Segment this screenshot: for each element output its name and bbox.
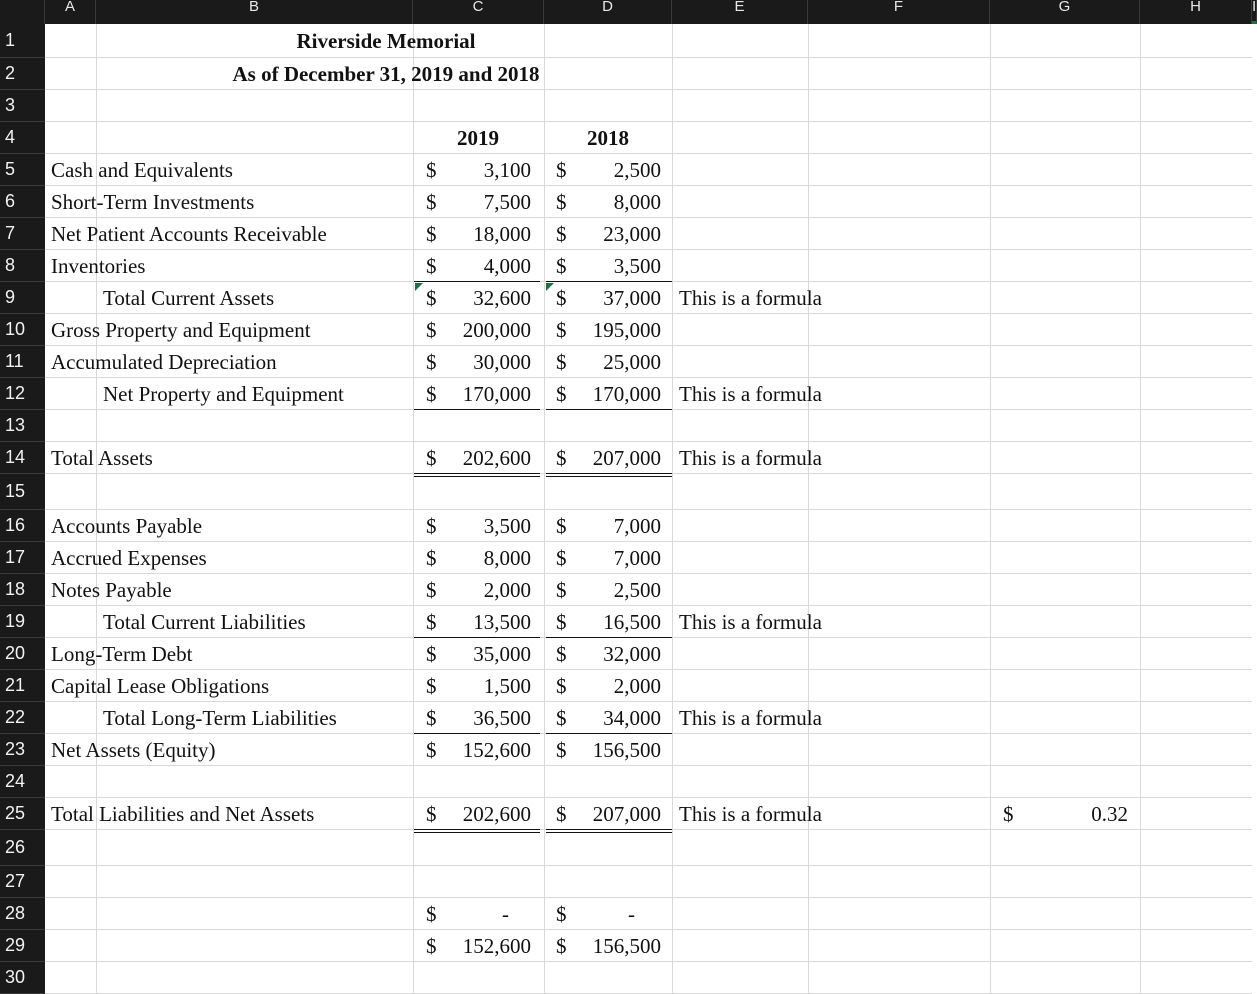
row-header-25[interactable]: 25 <box>0 798 45 830</box>
amount-cell[interactable]: 170,000 <box>462 382 531 406</box>
label-long-term-debt[interactable]: Long-Term Debt <box>51 642 193 666</box>
row-header-3[interactable]: 3 <box>0 90 45 122</box>
column-header-d[interactable]: D <box>544 0 672 24</box>
select-all-corner[interactable] <box>0 0 45 24</box>
label-total-current-assets[interactable]: Total Current Assets <box>103 286 275 310</box>
cell-border <box>414 829 540 830</box>
row-header-24[interactable]: 24 <box>0 766 45 798</box>
row-header-18[interactable]: 18 <box>0 574 45 606</box>
cell-border <box>546 409 672 410</box>
cell-border <box>546 637 672 638</box>
grid-row-line <box>45 121 1252 122</box>
label-gross-property-and-equipment[interactable]: Gross Property and Equipment <box>51 318 311 342</box>
label-total-long-term-liabilities[interactable]: Total Long-Term Liabilities <box>103 706 337 730</box>
grid-row-line <box>45 57 1252 58</box>
row-header-4[interactable]: 4 <box>0 122 45 154</box>
amount-cell[interactable]: 18,000 <box>473 222 531 246</box>
currency-symbol: $ <box>556 674 567 698</box>
cell-border <box>414 281 540 282</box>
year-2018-header: 2018 <box>587 126 629 150</box>
amount-cell[interactable]: 23,000 <box>603 222 661 246</box>
amount-cell[interactable]: 7,500 <box>483 190 531 214</box>
grid-row-line <box>45 541 1252 542</box>
row-header-1[interactable]: 1 <box>0 24 45 58</box>
amount-cell[interactable]: 13,500 <box>473 610 531 634</box>
grid-row-line <box>45 961 1252 962</box>
grid-row-line <box>45 929 1252 930</box>
formula-note: This is a formula <box>679 286 822 310</box>
grid-row-line <box>45 217 1252 218</box>
currency-symbol: $ <box>426 546 437 570</box>
label-total-liabilities-and-net-assets[interactable]: Total Liabilities and Net Assets <box>51 802 315 826</box>
amount-cell[interactable]: 3,500 <box>483 514 531 538</box>
row-header-22[interactable]: 22 <box>0 702 45 734</box>
currency-symbol: $ <box>556 318 567 342</box>
grid-row-line <box>45 669 1252 670</box>
row-header-16[interactable]: 16 <box>0 510 45 542</box>
amount-cell[interactable]: 30,000 <box>473 350 531 374</box>
amount-cell[interactable]: - <box>628 902 635 926</box>
currency-symbol: $ <box>426 158 437 182</box>
cell-border <box>546 829 672 830</box>
currency-symbol: $ <box>556 254 567 278</box>
grid-row-line <box>45 313 1252 314</box>
currency-symbol: $ <box>556 578 567 602</box>
row-header-17[interactable]: 17 <box>0 542 45 574</box>
grid-row-line <box>45 249 1252 250</box>
currency-symbol: $ <box>426 802 437 826</box>
cell-border <box>414 733 540 734</box>
report-subtitle: As of December 31, 2019 and 2018 <box>232 62 540 86</box>
currency-symbol: $ <box>426 578 437 602</box>
grid-row-line <box>45 185 1252 186</box>
label-inventories[interactable]: Inventories <box>51 254 146 278</box>
currency-symbol: $ <box>556 802 567 826</box>
currency-symbol: $ <box>426 706 437 730</box>
row-header-12[interactable]: 12 <box>0 378 45 410</box>
row-header-20[interactable]: 20 <box>0 638 45 670</box>
grid-row-line <box>45 509 1252 510</box>
cell-border <box>414 637 540 638</box>
amount-cell[interactable]: 156,500 <box>592 738 661 762</box>
currency-symbol: $ <box>426 254 437 278</box>
column-header-g[interactable]: G <box>990 0 1140 24</box>
currency-symbol: $ <box>556 222 567 246</box>
year-2019-header: 2019 <box>457 126 499 150</box>
currency-symbol: $ <box>556 350 567 374</box>
currency-symbol: $ <box>556 286 567 310</box>
grid-row-line <box>45 153 1252 154</box>
cell-border <box>414 832 540 833</box>
grid-row-line <box>45 605 1252 606</box>
currency-symbol: $ <box>426 190 437 214</box>
currency-symbol: $ <box>426 610 437 634</box>
label-accounts-payable[interactable]: Accounts Payable <box>51 514 203 538</box>
grid-row-line <box>45 897 1252 898</box>
currency-symbol: $ <box>426 514 437 538</box>
amount-cell[interactable]: 195,000 <box>592 318 661 342</box>
currency-symbol: $ <box>556 446 567 470</box>
row-header-8[interactable]: 8 <box>0 250 45 282</box>
column-header-i[interactable]: I <box>1252 0 1257 24</box>
currency-symbol: $ <box>556 738 567 762</box>
amount-cell[interactable]: 207,000 <box>592 802 661 826</box>
currency-symbol: $ <box>556 706 567 730</box>
row-header-9[interactable]: 9 <box>0 282 45 314</box>
amount-cell[interactable]: 8,000 <box>483 546 531 570</box>
amount-cell[interactable]: 207,000 <box>592 446 661 470</box>
cell-border <box>414 409 540 410</box>
currency-symbol: $ <box>426 350 437 374</box>
currency-symbol: $ <box>1003 802 1014 826</box>
formula-note: This is a formula <box>679 446 822 470</box>
amount-cell[interactable]: 152,600 <box>462 738 531 762</box>
grid-row-line <box>45 573 1252 574</box>
currency-symbol: $ <box>426 902 437 926</box>
column-header-f[interactable]: F <box>808 0 990 24</box>
row-header-29[interactable]: 29 <box>0 930 45 962</box>
amount-cell[interactable]: 2,500 <box>613 578 661 602</box>
cell-border <box>546 473 672 474</box>
currency-symbol: $ <box>556 902 567 926</box>
amount-cell[interactable]: 32,000 <box>603 642 661 666</box>
cell-border <box>414 476 540 477</box>
label-accrued-expenses[interactable]: Accrued Expenses <box>51 546 207 570</box>
amount-cell[interactable]: 202,600 <box>462 802 531 826</box>
currency-symbol: $ <box>426 286 437 310</box>
grid-row-line <box>45 345 1252 346</box>
amount-cell[interactable]: 2,000 <box>613 674 661 698</box>
label-accumulated-depreciation[interactable]: Accumulated Depreciation <box>51 350 277 374</box>
cell-border <box>546 281 672 282</box>
h25-value[interactable]: 0.32 <box>1091 802 1128 826</box>
column-header-e[interactable]: E <box>672 0 808 24</box>
cell-border <box>546 476 672 477</box>
amount-cell[interactable]: 8,000 <box>613 190 661 214</box>
amount-cell[interactable]: 32,600 <box>473 286 531 310</box>
amount-cell[interactable]: 2,000 <box>483 578 531 602</box>
error-indicator <box>415 283 423 291</box>
amount-cell[interactable]: 2,500 <box>613 158 661 182</box>
row-header-10[interactable]: 10 <box>0 314 45 346</box>
column-header-a[interactable]: A <box>45 0 96 24</box>
column-header-h[interactable]: H <box>1140 0 1252 24</box>
cell-border <box>546 832 672 833</box>
currency-symbol: $ <box>426 222 437 246</box>
currency-symbol: $ <box>426 382 437 406</box>
label-cash-and-equivalents[interactable]: Cash and Equivalents <box>51 158 233 182</box>
column-header-b[interactable]: B <box>96 0 413 24</box>
row-header-30[interactable]: 30 <box>0 962 45 994</box>
currency-symbol: $ <box>426 642 437 666</box>
currency-symbol: $ <box>426 934 437 958</box>
label-total-assets[interactable]: Total Assets <box>51 446 153 470</box>
row-header-6[interactable]: 6 <box>0 186 45 218</box>
amount-cell[interactable]: 152,600 <box>462 934 531 958</box>
amount-cell[interactable]: 34,000 <box>603 706 661 730</box>
amount-cell[interactable]: 37,000 <box>603 286 661 310</box>
grid-row-line <box>45 377 1252 378</box>
grid-row-line <box>45 441 1252 442</box>
currency-symbol: $ <box>556 642 567 666</box>
label-notes-payable[interactable]: Notes Payable <box>51 578 172 602</box>
label-net-patient-accounts-receivable[interactable]: Net Patient Accounts Receivable <box>51 222 327 246</box>
currency-symbol: $ <box>556 934 567 958</box>
amount-cell[interactable]: 3,500 <box>613 254 661 278</box>
amount-cell[interactable]: 202,600 <box>462 446 531 470</box>
amount-cell[interactable]: 16,500 <box>603 610 661 634</box>
label-net-assets-equity[interactable]: Net Assets (Equity) <box>51 738 216 762</box>
amount-cell[interactable]: 200,000 <box>462 318 531 342</box>
row-header-19[interactable]: 19 <box>0 606 45 638</box>
amount-cell[interactable]: - <box>502 902 509 926</box>
amount-cell[interactable]: 35,000 <box>473 642 531 666</box>
row-header-14[interactable]: 14 <box>0 442 45 474</box>
amount-cell[interactable]: 1,500 <box>483 674 531 698</box>
grid-row-line <box>45 765 1252 766</box>
row-header-15[interactable]: 15 <box>0 474 45 510</box>
cell-border <box>414 473 540 474</box>
row-header-11[interactable]: 11 <box>0 346 45 378</box>
amount-cell[interactable]: 25,000 <box>603 350 661 374</box>
label-capital-lease-obligations[interactable]: Capital Lease Obligations <box>51 674 270 698</box>
currency-symbol: $ <box>556 158 567 182</box>
currency-symbol: $ <box>556 190 567 214</box>
formula-note: This is a formula <box>679 382 822 406</box>
currency-symbol: $ <box>556 546 567 570</box>
amount-cell[interactable]: 7,000 <box>613 546 661 570</box>
error-indicator <box>546 283 554 291</box>
amount-cell[interactable]: 36,500 <box>473 706 531 730</box>
report-title: Riverside Memorial <box>296 29 476 53</box>
currency-symbol: $ <box>556 514 567 538</box>
grid-row-line <box>45 701 1252 702</box>
cell-border <box>546 733 672 734</box>
row-header-21[interactable]: 21 <box>0 670 45 702</box>
label-total-current-liabilities[interactable]: Total Current Liabilities <box>103 610 306 634</box>
grid-row-line <box>45 865 1252 866</box>
row-header-2[interactable]: 2 <box>0 58 45 90</box>
currency-symbol: $ <box>426 318 437 342</box>
formula-note: This is a formula <box>679 706 822 730</box>
label-short-term-investments[interactable]: Short-Term Investments <box>51 190 255 214</box>
grid-row-line <box>45 89 1252 90</box>
column-header-c[interactable]: C <box>413 0 544 24</box>
amount-cell[interactable]: 3,100 <box>483 158 531 182</box>
row-header-5[interactable]: 5 <box>0 154 45 186</box>
row-header-28[interactable]: 28 <box>0 898 45 930</box>
amount-cell[interactable]: 7,000 <box>613 514 661 538</box>
row-header-23[interactable]: 23 <box>0 734 45 766</box>
currency-symbol: $ <box>426 446 437 470</box>
currency-symbol: $ <box>556 382 567 406</box>
row-header-27[interactable]: 27 <box>0 866 45 898</box>
formula-note: This is a formula <box>679 610 822 634</box>
grid-row-line <box>45 797 1252 798</box>
amount-cell[interactable]: 4,000 <box>483 254 531 278</box>
currency-symbol: $ <box>426 738 437 762</box>
currency-symbol: $ <box>556 610 567 634</box>
row-header-13[interactable]: 13 <box>0 410 45 442</box>
amount-cell[interactable]: 156,500 <box>592 934 661 958</box>
formula-note: This is a formula <box>679 802 822 826</box>
row-header-26[interactable]: 26 <box>0 830 45 866</box>
amount-cell[interactable]: 170,000 <box>592 382 661 406</box>
label-net-property-and-equipment[interactable]: Net Property and Equipment <box>103 382 344 406</box>
row-header-7[interactable]: 7 <box>0 218 45 250</box>
currency-symbol: $ <box>426 674 437 698</box>
